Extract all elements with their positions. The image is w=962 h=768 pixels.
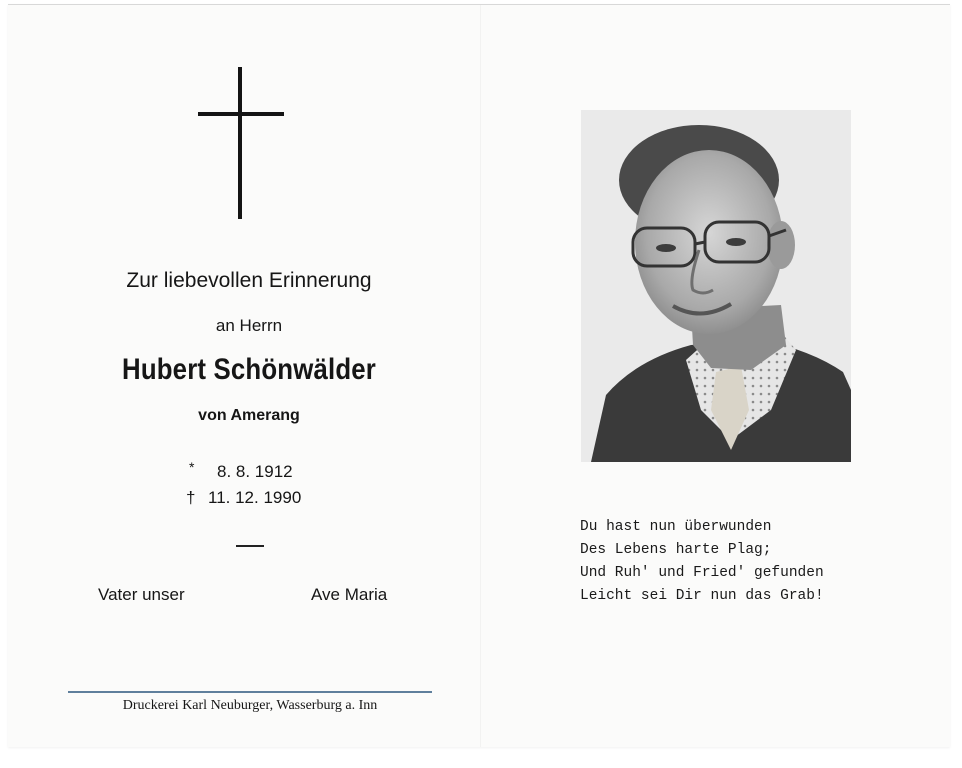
poem-line: Des Lebens harte Plag;: [580, 542, 772, 558]
poem-line: Du hast nun überwunden: [580, 519, 772, 535]
remembrance-heading: Zur liebevollen Erinnerung: [126, 269, 372, 292]
card-fold: [480, 5, 481, 747]
death-symbol: †: [186, 488, 196, 507]
printer-credit: Druckerei Karl Neuburger, Wasserburg a. Inn: [122, 698, 378, 713]
memorial-poem: [580, 516, 824, 608]
birth-symbol: *: [189, 459, 195, 475]
prayer-ave-maria: Ave Maria: [311, 585, 388, 604]
birth-date: 8. 8. 1912: [217, 462, 293, 481]
death-date: 11. 12. 1990: [208, 488, 302, 507]
deceased-name: Hubert Schönwälder: [122, 353, 376, 386]
printer-rule: [68, 691, 432, 693]
prayer-vater-unser: Vater unser: [98, 585, 185, 604]
salutation: an Herrn: [215, 316, 283, 335]
portrait-photo: [581, 110, 851, 462]
origin-place: von Amerang: [198, 407, 300, 424]
memorial-card: [8, 4, 950, 747]
cross-icon: [198, 67, 284, 219]
poem-line: Und Ruh' und Fried' gefunden: [580, 565, 824, 581]
separator-dash: [236, 545, 264, 547]
poem-line: Leicht sei Dir nun das Grab!: [580, 588, 824, 604]
